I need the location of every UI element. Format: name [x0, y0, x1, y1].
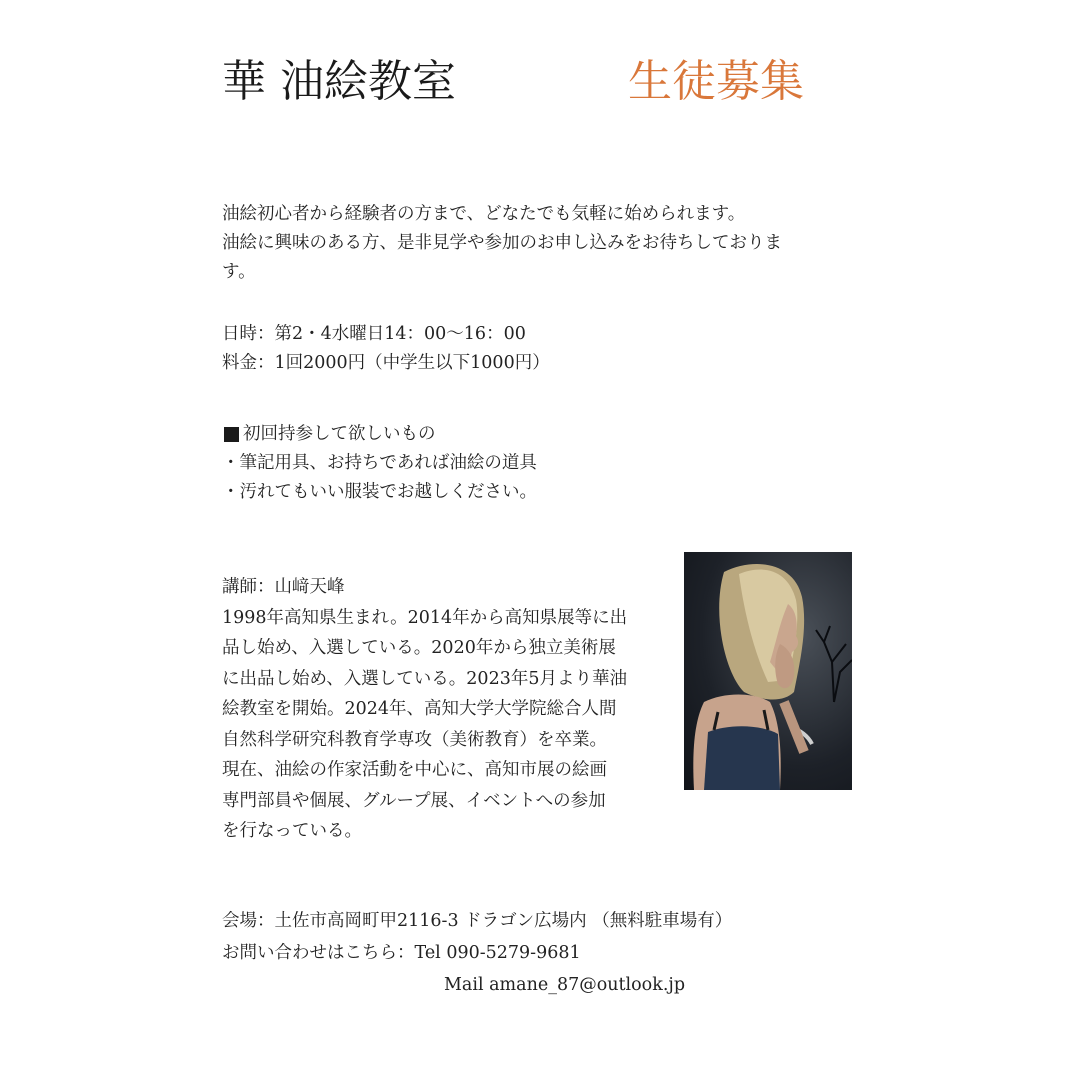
bring-list: [222, 420, 537, 507]
bio-line: に出品し始め、入選している。2023年5月より華油: [222, 668, 627, 689]
fee-text: 料金：1回2000円（中学生以下1000円）: [222, 353, 550, 373]
datetime-text: 日時：第2・4水曜日14：00〜16：00: [222, 324, 526, 344]
bio-line: 1998年高知県生まれ。2014年から高知県展等に出: [222, 607, 628, 628]
contact-phone: お問い合わせはこちら：Tel 090-5279-9681: [222, 943, 581, 963]
instructor-label: 講師：山﨑天峰: [222, 577, 345, 597]
black-square-icon: [224, 427, 239, 442]
bio-line: 専門部員や個展、グループ展、イベントへの参加: [222, 790, 606, 811]
venue-text: 会場：土佐市高岡町甲2116-3 ドラゴン広場内 （無料駐車場有）: [222, 911, 733, 931]
title-row: [222, 52, 842, 112]
intro-line: 油絵初心者から経験者の方まで、どなたでも気軽に始められます。: [222, 204, 746, 224]
bio-line: 絵教室を開始。2024年、高知大学大学院総合人間: [222, 699, 617, 719]
venue-contact: [222, 905, 732, 1001]
bio-line: 品し始め、入選している。2020年から独立美術展: [222, 638, 616, 658]
contact-mail: Mail amane_87@outlook.jp: [444, 975, 686, 995]
bring-item: ・筆記用具、お持ちであれば油絵の道具: [222, 453, 537, 473]
intro-line: す。: [222, 262, 256, 282]
bio-line: 自然科学研究科教育学専攻（美術教育）を卒業。: [222, 729, 607, 750]
instructor-section: [222, 572, 627, 847]
bio-line: 現在、油絵の作家活動を中心に、高知市展の絵画: [222, 760, 607, 780]
intro-line: 油絵に興味のある方、是非見学や参加のお申し込みをお待ちしておりま: [222, 233, 782, 253]
schedule-info: [222, 320, 550, 378]
page-title: 華 油絵教室: [222, 56, 456, 107]
bio-line: を行なっている。: [222, 821, 362, 841]
painting-artwork: [684, 552, 852, 790]
bring-heading-row: [222, 420, 537, 449]
bring-heading: 初回持参して欲しいもの: [243, 424, 436, 444]
intro-text: [222, 200, 782, 287]
bring-item: ・汚れてもいい服装でお越しください。: [222, 482, 537, 502]
recruitment-heading: 生徒募集: [628, 56, 804, 107]
instructor-painting: [684, 552, 852, 790]
